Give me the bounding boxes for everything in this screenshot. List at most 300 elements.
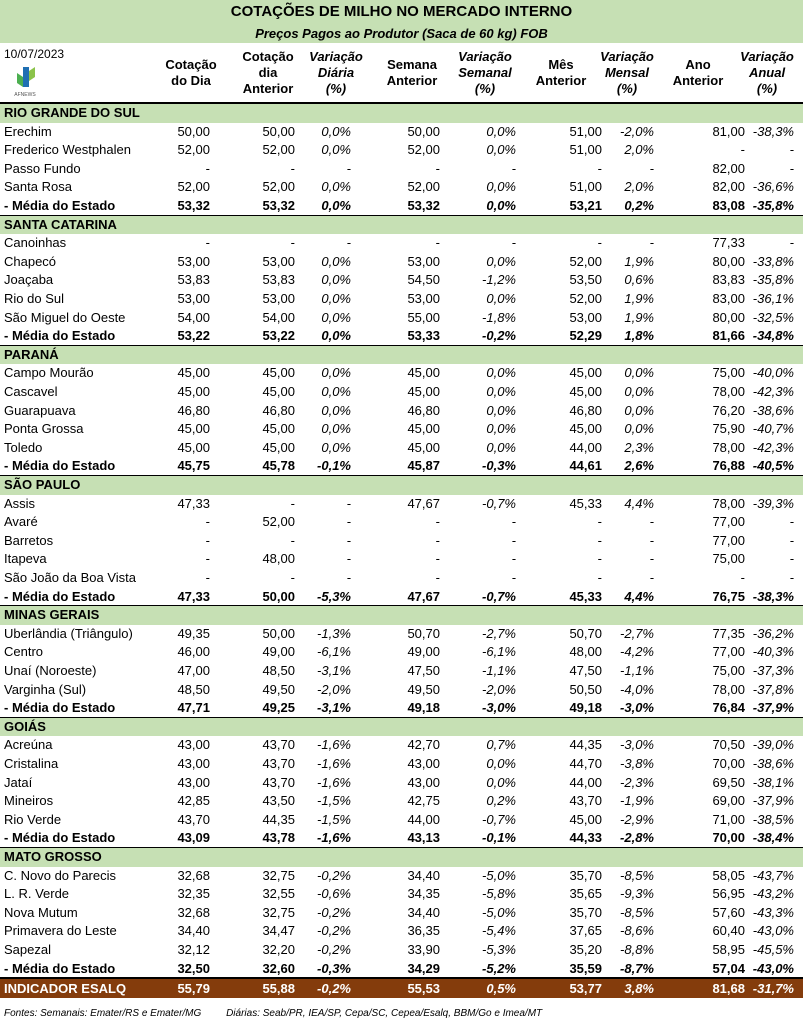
cell-col-6: 44,00 <box>569 774 602 790</box>
cell-col-3: 0,0% <box>321 198 351 213</box>
cell-col-8: 80,00 <box>712 309 745 325</box>
cell-col-8: 71,00 <box>712 811 745 827</box>
cell-col-5: -2,7% <box>482 625 516 641</box>
row-label: Santa Rosa <box>4 179 72 195</box>
cell-col-8: 75,90 <box>712 421 745 437</box>
cell-col-2: 53,00 <box>262 253 295 269</box>
cell-col-1: 53,00 <box>177 291 210 306</box>
cell-col-9: -33,8% <box>752 253 794 269</box>
cell-col-2: 32,75 <box>262 867 295 883</box>
cell-col-6: 53,50 <box>569 272 602 288</box>
table-row <box>0 253 803 272</box>
cell-col-6: 45,33 <box>569 588 602 604</box>
cell-col-5: 0,0% <box>486 421 516 437</box>
cell-col-5: -1,8% <box>482 309 516 325</box>
cell-col-4: 47,67 <box>407 588 440 604</box>
table-row <box>0 234 803 253</box>
row-label: Passo Fundo <box>4 160 81 176</box>
cell-col-7: -8,5% <box>620 867 654 883</box>
cell-col-4: 54,50 <box>407 272 440 288</box>
sources-footer <box>4 1008 564 1019</box>
cell-col-9: -43,2% <box>752 886 794 902</box>
cell-col-8: 78,00 <box>712 384 745 399</box>
cell-col-6: 37,65 <box>569 923 602 939</box>
cell-col-5: -2,0% <box>482 681 516 697</box>
cell-col-1: 53,00 <box>177 253 210 269</box>
row-label: - Média do Estado <box>4 588 116 604</box>
row-label: Uberlândia (Triângulo) <box>4 625 133 641</box>
state-header <box>0 104 803 123</box>
cell-col-5: 0,0% <box>486 774 516 790</box>
cell-col-9: - <box>789 160 794 176</box>
row-label: Assis <box>4 495 36 511</box>
table-row <box>0 885 803 904</box>
cell-col-9: -31,7% <box>752 981 794 997</box>
cell-col-1: - <box>205 160 210 176</box>
cell-col-3: 0,0% <box>321 291 351 306</box>
row-label: São Miguel do Oeste <box>4 309 126 325</box>
cell-col-7: -8,7% <box>620 960 654 976</box>
cell-col-1: 52,00 <box>177 179 210 195</box>
cell-col-6: 48,00 <box>569 644 602 660</box>
cell-col-7: 1,9% <box>624 291 654 306</box>
cell-col-3: - <box>346 551 351 567</box>
cell-col-3: - <box>346 495 351 511</box>
cell-col-5: 0,0% <box>486 365 516 381</box>
cell-col-7: -4,0% <box>620 681 654 697</box>
state-average-row <box>0 457 803 476</box>
cell-col-1: 54,00 <box>177 309 210 325</box>
table-row <box>0 941 803 960</box>
cell-col-5: -0,1% <box>482 830 516 846</box>
cell-col-7: -2,0% <box>620 123 654 139</box>
cell-col-3: 0,0% <box>321 309 351 325</box>
cell-col-6: 35,20 <box>569 942 602 957</box>
cell-col-1: 46,80 <box>177 402 210 418</box>
cell-col-1: 45,00 <box>177 365 210 381</box>
cell-col-2: 45,00 <box>262 365 295 381</box>
cell-col-8: 70,00 <box>712 756 745 771</box>
cell-col-5: -6,1% <box>482 644 516 660</box>
cell-col-3: - <box>346 514 351 530</box>
cell-col-9: - <box>789 551 794 567</box>
cell-col-3: - <box>346 160 351 176</box>
cell-col-7: -8,8% <box>620 942 654 957</box>
row-label: C. Novo do Parecis <box>4 867 116 883</box>
cell-col-5: -0,7% <box>482 495 516 511</box>
cell-col-5: - <box>511 570 516 585</box>
state-average-row <box>0 960 803 979</box>
cell-col-6: 51,00 <box>569 142 602 158</box>
table-row <box>0 922 803 941</box>
table-row <box>0 532 803 551</box>
cell-col-3: 0,0% <box>321 179 351 195</box>
cell-col-2: 52,00 <box>262 142 295 158</box>
cell-col-9: -37,9% <box>752 793 794 809</box>
state-average-row <box>0 588 803 607</box>
cell-col-9: -37,9% <box>752 700 794 716</box>
cell-col-8: 76,75 <box>712 588 745 604</box>
cell-col-1: 43,00 <box>177 774 210 790</box>
row-label: Toledo <box>4 439 43 455</box>
cell-col-3: 0,0% <box>321 402 351 418</box>
cell-col-2: 52,00 <box>262 179 295 195</box>
cell-col-6: - <box>597 514 602 530</box>
cell-col-5: 0,0% <box>486 142 516 158</box>
cell-col-6: 44,35 <box>569 737 602 753</box>
cell-col-8: 80,00 <box>712 253 745 269</box>
cell-col-5: -1,1% <box>482 663 516 678</box>
cell-col-9: -38,6% <box>752 402 794 418</box>
cell-col-4: 34,35 <box>407 886 440 902</box>
row-label: Avaré <box>4 514 38 530</box>
cell-col-8: 56,95 <box>712 886 745 902</box>
cell-col-6: 45,00 <box>569 421 602 437</box>
column-header-3: Semana Anterior <box>386 57 438 88</box>
cell-col-4: 45,87 <box>407 458 440 474</box>
cell-col-3: -1,6% <box>317 756 351 771</box>
cell-col-5: -5,0% <box>482 867 516 883</box>
cell-col-1: - <box>205 551 210 567</box>
cell-col-7: 4,4% <box>624 495 654 511</box>
cell-col-1: 45,00 <box>177 439 210 455</box>
cell-col-8: 70,00 <box>712 830 745 846</box>
cell-col-2: 46,80 <box>262 402 295 418</box>
cell-col-1: 46,00 <box>177 644 210 660</box>
cell-col-8: 76,20 <box>712 402 745 418</box>
cell-col-5: -5,3% <box>482 942 516 957</box>
cell-col-4: 52,00 <box>407 179 440 195</box>
cell-col-1: 32,35 <box>177 886 210 902</box>
cell-col-6: 47,50 <box>569 663 602 678</box>
cell-col-8: 82,00 <box>712 179 745 195</box>
cell-col-2: 43,50 <box>262 793 295 809</box>
cell-col-8: 75,00 <box>712 551 745 567</box>
cell-col-9: -32,5% <box>752 309 794 325</box>
cell-col-2: 48,00 <box>262 551 295 567</box>
cell-col-4: 42,75 <box>407 793 440 809</box>
cell-col-9: -43,0% <box>752 923 794 939</box>
table-row <box>0 123 803 142</box>
footer-weekly-sources: Fontes: Semanais: Emater/RS e Emater/MG <box>4 1008 202 1019</box>
cell-col-7: -3,8% <box>620 756 654 771</box>
cell-col-3: -6,1% <box>317 644 351 660</box>
cell-col-8: 78,00 <box>712 495 745 511</box>
cell-col-2: 32,60 <box>262 960 295 976</box>
state-name: RIO GRANDE DO SUL <box>4 105 140 120</box>
cell-col-9: -38,3% <box>752 123 794 139</box>
column-header-2: Variação Diária (%) <box>309 49 363 96</box>
cell-col-1: 34,40 <box>177 923 210 939</box>
cell-col-3: -5,3% <box>317 588 351 604</box>
cell-col-9: -34,8% <box>752 328 794 344</box>
state-name: MINAS GERAIS <box>4 607 100 623</box>
cell-col-4: 53,32 <box>407 198 440 213</box>
table-row <box>0 625 803 644</box>
table-row <box>0 271 803 290</box>
table-row <box>0 178 803 197</box>
cell-col-9: - <box>789 532 794 548</box>
cell-col-7: - <box>649 532 654 548</box>
cell-col-9: -35,8% <box>752 272 794 288</box>
cell-col-8: 78,00 <box>712 439 745 455</box>
cell-col-5: - <box>511 551 516 567</box>
table-row <box>0 439 803 458</box>
cell-col-8: 83,08 <box>712 198 745 213</box>
cell-col-3: - <box>346 235 351 251</box>
table-row <box>0 495 803 514</box>
state-header <box>0 216 803 235</box>
cell-col-8: 77,00 <box>712 644 745 660</box>
cell-col-2: 50,00 <box>262 588 295 604</box>
cell-col-9: - <box>789 142 794 158</box>
cell-col-4: 36,35 <box>407 923 440 939</box>
cell-col-1: 48,50 <box>177 681 210 697</box>
cell-col-1: 47,33 <box>177 495 210 511</box>
cell-col-1: 45,75 <box>177 458 210 474</box>
row-label: Joaçaba <box>4 272 54 288</box>
cell-col-2: 49,25 <box>262 700 295 716</box>
cell-col-5: -5,4% <box>482 923 516 939</box>
table-row <box>0 383 803 402</box>
cell-col-2: 53,22 <box>262 328 295 344</box>
state-header <box>0 346 803 365</box>
state-header <box>0 718 803 737</box>
cell-col-8: 83,83 <box>712 272 745 288</box>
table-row <box>0 420 803 439</box>
cell-col-6: - <box>597 551 602 567</box>
cell-col-7: 0,2% <box>624 198 654 213</box>
cell-col-2: - <box>290 532 295 548</box>
cell-col-4: 45,00 <box>407 384 440 399</box>
page-title: COTAÇÕES DE MILHO NO MERCADO INTERNO <box>0 0 803 24</box>
state-name: PARANÁ <box>4 346 59 362</box>
cell-col-7: - <box>649 235 654 251</box>
cell-col-8: 75,00 <box>712 663 745 678</box>
cell-col-2: 43,70 <box>262 756 295 771</box>
cell-col-1: 52,00 <box>177 142 210 158</box>
afnews-logo <box>12 63 38 99</box>
cell-col-2: 49,50 <box>262 681 295 697</box>
cell-col-8: 77,35 <box>712 625 745 641</box>
row-label: - Média do Estado <box>4 960 116 976</box>
cell-col-9: -43,7% <box>752 867 794 883</box>
cell-col-9: -38,1% <box>752 774 794 790</box>
cell-col-2: 45,78 <box>262 458 295 474</box>
cell-col-6: 52,29 <box>569 328 602 344</box>
state-name: SÃO PAULO <box>4 477 81 492</box>
cell-col-4: 47,67 <box>407 495 440 511</box>
cell-col-4: 43,00 <box>407 774 440 790</box>
cell-col-2: 54,00 <box>262 309 295 325</box>
cell-col-1: 53,83 <box>177 272 210 288</box>
cell-col-4: 49,18 <box>407 700 440 716</box>
cell-col-5: -5,0% <box>482 904 516 920</box>
cell-col-6: 35,70 <box>569 867 602 883</box>
cell-col-2: 45,00 <box>262 421 295 437</box>
cell-col-1: 43,00 <box>177 737 210 753</box>
report-date: 10/07/2023 <box>4 47 65 61</box>
cell-col-7: -4,2% <box>620 644 654 660</box>
cell-col-1: - <box>205 235 210 251</box>
state-average-row <box>0 699 803 718</box>
row-label: Canoinhas <box>4 235 67 251</box>
row-label: - Média do Estado <box>4 328 116 344</box>
cell-col-9: - <box>789 514 794 530</box>
cell-col-9: -38,4% <box>752 830 794 846</box>
cell-col-7: 0,0% <box>624 384 654 399</box>
cell-col-6: 45,00 <box>569 811 602 827</box>
cell-col-7: -8,5% <box>620 904 654 920</box>
cell-col-2: 43,78 <box>262 830 295 846</box>
cell-col-4: - <box>435 160 440 176</box>
cell-col-9: -36,6% <box>752 179 794 195</box>
cell-col-7: - <box>649 160 654 176</box>
cell-col-2: 44,35 <box>262 811 295 827</box>
column-header-4: Variação Semanal (%) <box>458 49 512 96</box>
cell-col-9: -40,7% <box>752 421 794 437</box>
cell-col-7: 2,6% <box>624 458 654 474</box>
cell-col-1: - <box>205 532 210 548</box>
cell-col-2: - <box>290 235 295 251</box>
cell-col-9: -38,5% <box>752 811 794 827</box>
cell-col-4: 33,90 <box>407 942 440 957</box>
cell-col-4: 53,00 <box>407 253 440 269</box>
column-header-1: Cotação dia Anterior <box>242 49 294 96</box>
cell-col-2: 43,70 <box>262 774 295 790</box>
row-label: Unaí (Noroeste) <box>4 663 97 678</box>
cell-col-5: - <box>511 514 516 530</box>
row-label: Centro <box>4 644 44 660</box>
cell-col-7: - <box>649 570 654 585</box>
cell-col-4: - <box>435 514 440 530</box>
cell-col-1: 42,85 <box>177 793 210 809</box>
cell-col-4: - <box>435 235 440 251</box>
cell-col-9: -39,3% <box>752 495 794 511</box>
table-row <box>0 643 803 662</box>
state-average-row <box>0 327 803 346</box>
cell-col-8: 81,66 <box>712 328 745 344</box>
table-row <box>0 867 803 886</box>
footer-daily-sources: Diárias: Seab/PR, IEA/SP, Cepa/SC, Cepea/Esalq, BBM/Go e Imea/MT <box>226 1008 543 1019</box>
cell-col-7: -8,6% <box>620 923 654 939</box>
cell-col-7: 1,8% <box>624 328 654 344</box>
cell-col-7: 1,9% <box>624 253 654 269</box>
cell-col-5: -5,8% <box>482 886 516 902</box>
cell-col-5: -5,2% <box>482 960 516 976</box>
cell-col-4: 45,00 <box>407 439 440 455</box>
cell-col-6: - <box>597 532 602 548</box>
cell-col-7: 1,9% <box>624 309 654 325</box>
cell-col-6: 35,65 <box>569 886 602 902</box>
cell-col-5: 0,0% <box>486 253 516 269</box>
cell-col-9: -45,5% <box>752 942 794 957</box>
cell-col-2: 53,83 <box>262 272 295 288</box>
cell-col-7: 0,0% <box>624 365 654 381</box>
cell-col-3: -3,1% <box>317 700 351 716</box>
cell-col-7: -2,3% <box>620 774 654 790</box>
cell-col-8: 69,00 <box>712 793 745 809</box>
cell-col-4: 34,40 <box>407 867 440 883</box>
cell-col-6: 51,00 <box>569 179 602 195</box>
row-label: - Média do Estado <box>4 458 116 474</box>
cell-col-4: 49,00 <box>407 644 440 660</box>
state-header <box>0 476 803 495</box>
state-name: GOIÁS <box>4 718 46 734</box>
cell-col-1: 53,22 <box>177 328 210 344</box>
cell-col-8: 82,00 <box>712 160 745 176</box>
cell-col-9: -40,0% <box>752 365 794 381</box>
cell-col-5: 0,0% <box>486 756 516 771</box>
cell-col-2: - <box>290 160 295 176</box>
cell-col-7: -2,7% <box>620 625 654 641</box>
cell-col-9: -36,1% <box>752 291 794 306</box>
cell-col-1: 43,09 <box>177 830 210 846</box>
column-header-0: Cotação do Dia <box>165 57 217 88</box>
cell-col-3: -1,6% <box>317 830 351 846</box>
cell-col-9: -38,3% <box>752 588 794 604</box>
row-label: Erechim <box>4 123 52 139</box>
table-row <box>0 364 803 383</box>
cell-col-9: -37,8% <box>752 681 794 697</box>
cell-col-9: -42,3% <box>752 439 794 455</box>
cell-col-3: 0,0% <box>321 123 351 139</box>
row-label: Chapecó <box>4 253 57 269</box>
logo-icon <box>12 63 38 99</box>
table-row <box>0 662 803 681</box>
table-row <box>0 513 803 532</box>
cell-col-2: 32,75 <box>262 904 295 920</box>
row-label: Varginha (Sul) <box>4 681 87 697</box>
cell-col-2: 52,00 <box>262 514 295 530</box>
cell-col-2: 45,00 <box>262 384 295 399</box>
cell-col-7: 2,3% <box>624 439 654 455</box>
cell-col-1: 45,00 <box>177 384 210 399</box>
cell-col-5: - <box>511 532 516 548</box>
table-row <box>0 290 803 309</box>
cell-col-8: - <box>740 570 745 585</box>
cell-col-7: -1,1% <box>620 663 654 678</box>
esalq-indicator-row <box>0 979 803 998</box>
cell-col-4: 43,13 <box>407 830 440 846</box>
column-header-6: Variação Mensal (%) <box>600 49 654 96</box>
cell-col-1: 53,32 <box>177 198 210 213</box>
table-row <box>0 811 803 830</box>
cell-col-7: 0,0% <box>624 402 654 418</box>
cell-col-3: -0,2% <box>317 867 351 883</box>
row-label: - Média do Estado <box>4 198 116 213</box>
cell-col-6: - <box>597 160 602 176</box>
cell-col-9: -36,2% <box>752 625 794 641</box>
table-row <box>0 402 803 421</box>
cell-col-4: 50,70 <box>407 625 440 641</box>
cell-col-8: 83,00 <box>712 291 745 306</box>
cell-col-5: - <box>511 160 516 176</box>
cell-col-8: 58,95 <box>712 942 745 957</box>
cell-col-5: -0,7% <box>482 588 516 604</box>
cell-col-8: 57,60 <box>712 904 745 920</box>
cell-col-5: 0,0% <box>486 198 516 213</box>
row-label: Cascavel <box>4 384 58 399</box>
cell-col-4: 34,29 <box>407 960 440 976</box>
cell-col-2: 32,55 <box>262 886 295 902</box>
cell-col-4: 43,00 <box>407 756 440 771</box>
table-row <box>0 160 803 179</box>
cell-col-6: 49,18 <box>569 700 602 716</box>
state-name: SANTA CATARINA <box>4 216 117 232</box>
cell-col-8: 81,68 <box>712 981 745 997</box>
cell-col-1: 47,71 <box>177 700 210 716</box>
